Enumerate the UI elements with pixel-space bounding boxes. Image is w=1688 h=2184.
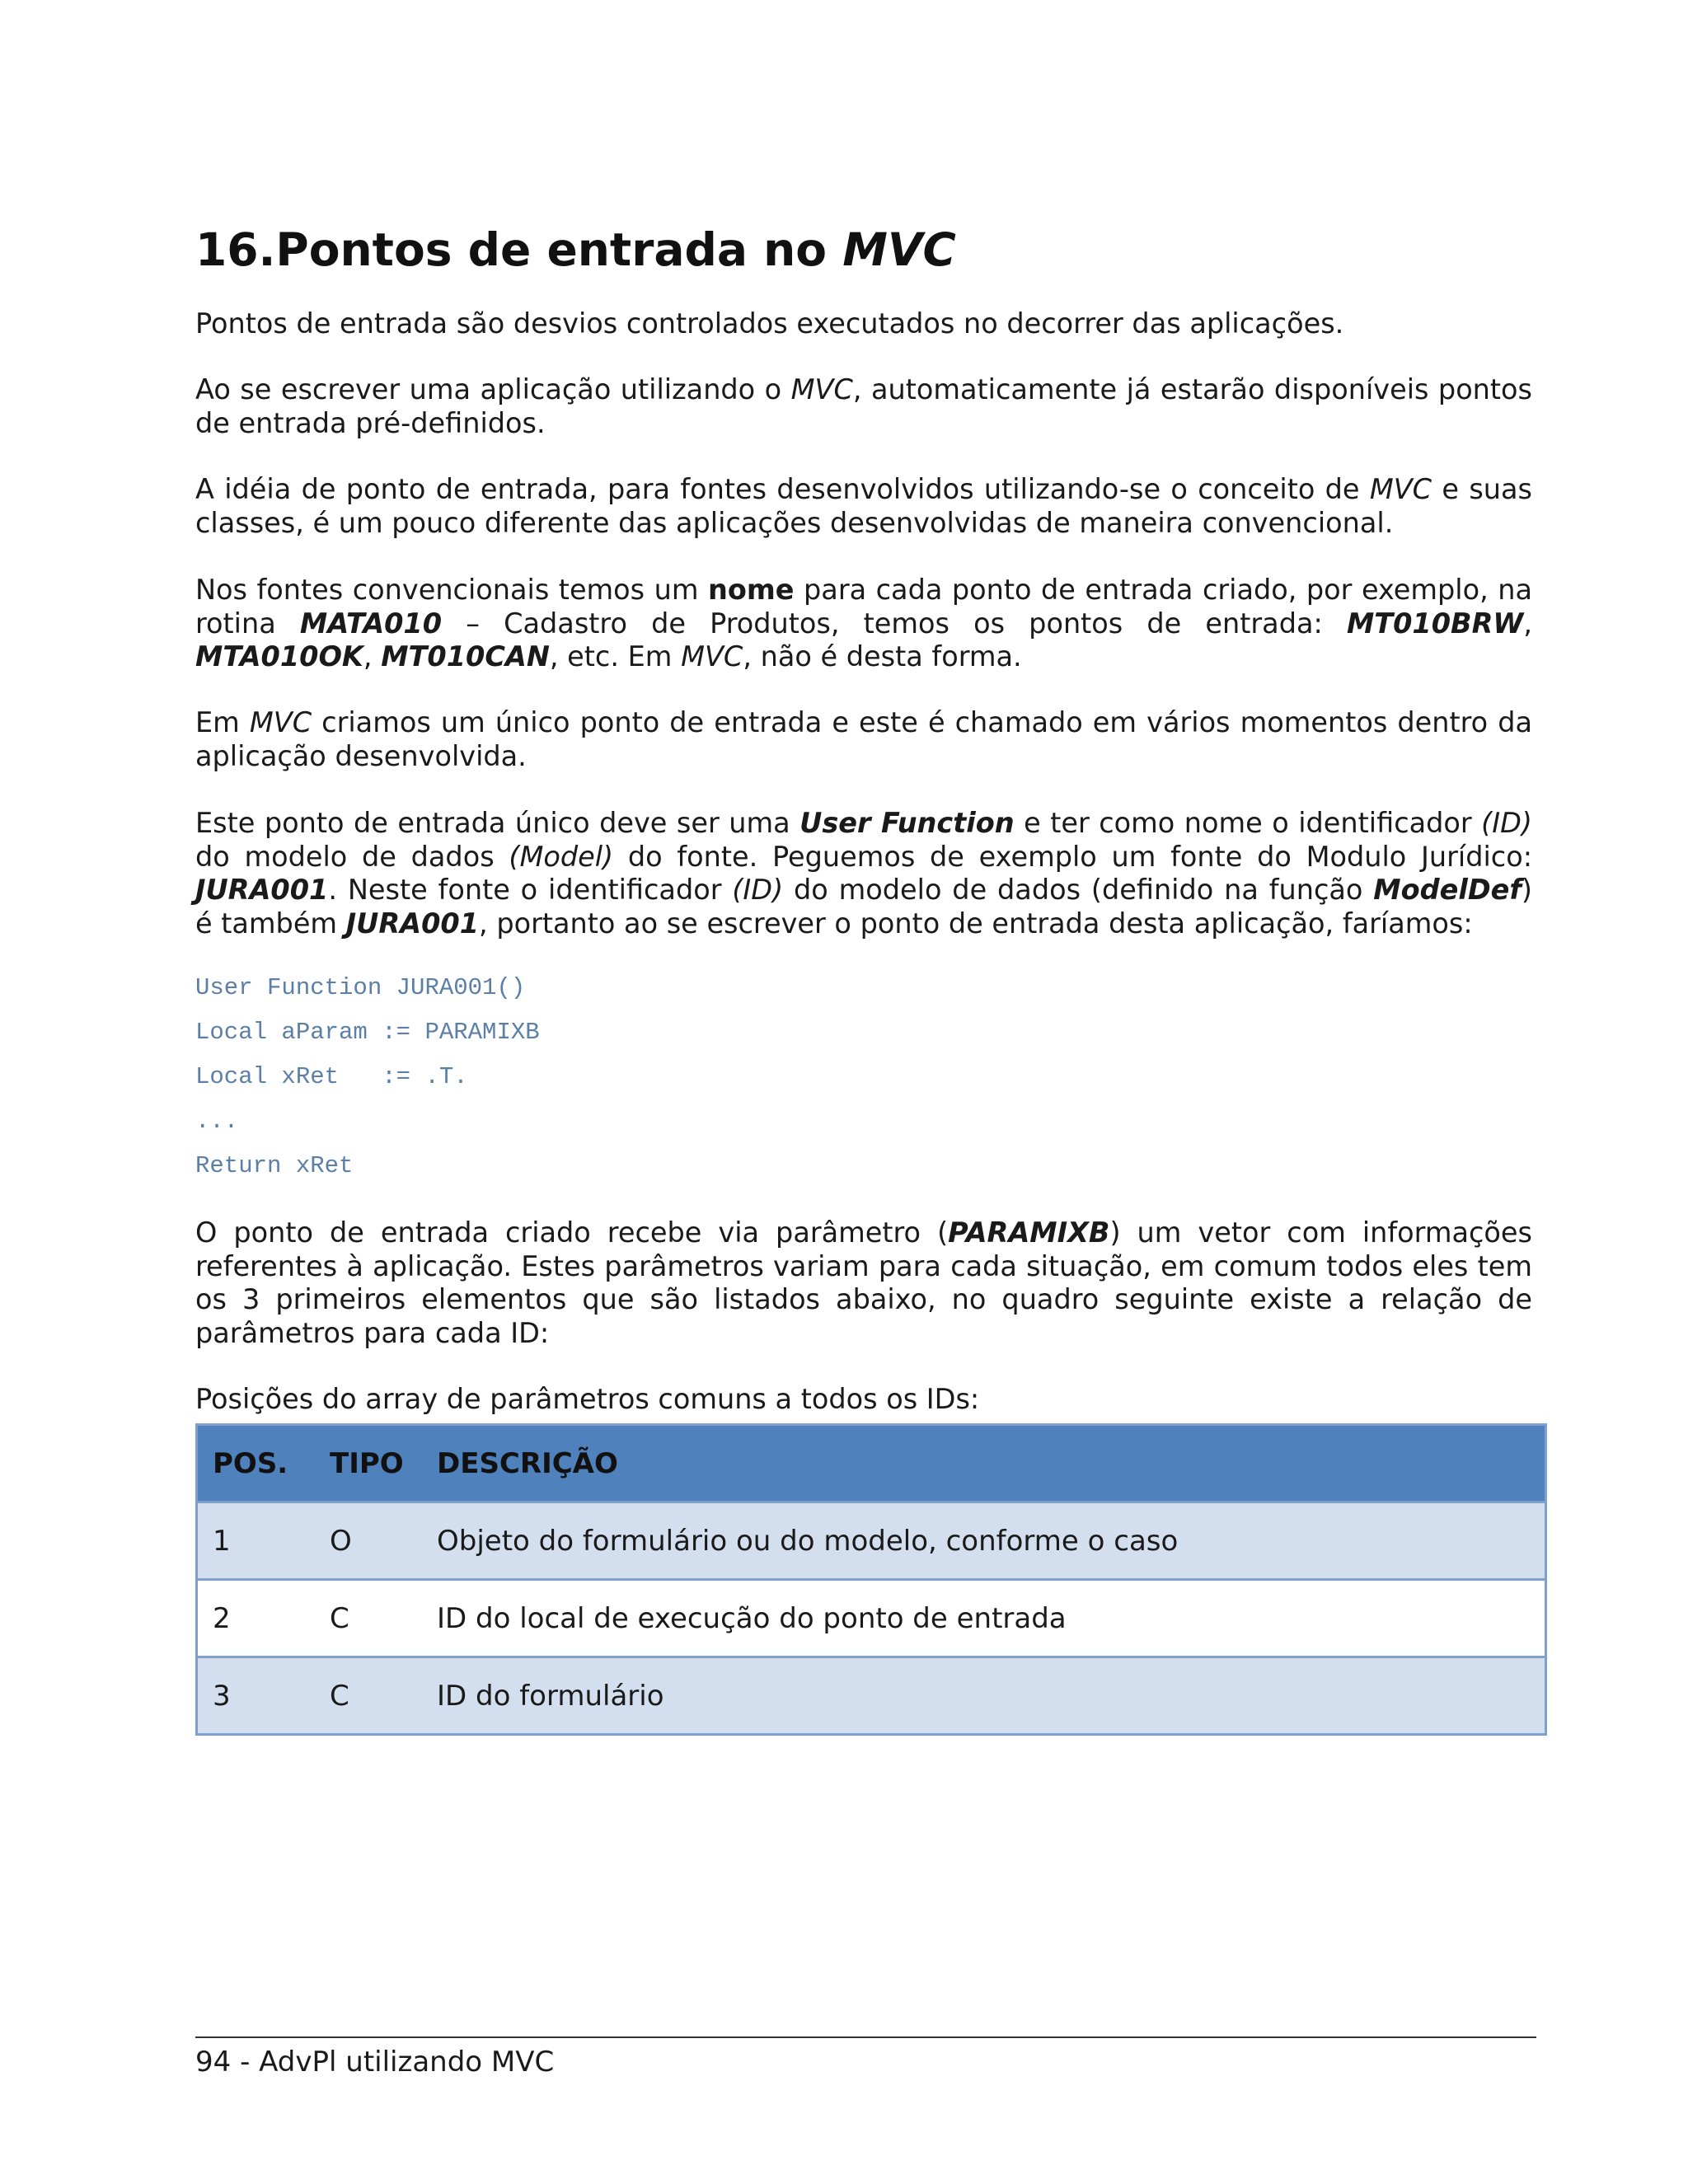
text-run-italic: MVC	[249, 706, 312, 738]
text-run: . Neste fonte o identificador	[328, 874, 733, 906]
text-run: Nos fontes convencionais temos um	[195, 574, 709, 606]
text-run: ,	[363, 640, 382, 673]
cell-tipo: C	[315, 1580, 422, 1657]
page-footer: 94 - AdvPl utilizando MVC	[195, 2046, 555, 2079]
text-run: para cada ponto de entrada criado, por exemplo, na rotina	[195, 574, 1532, 640]
cell-descricao: Objeto do formulário ou do modelo, conforme o caso	[422, 1502, 1546, 1580]
paragraph-user-function	[195, 807, 1532, 940]
text-run: , portanto ao se escrever o ponto de entrada desta aplicação, faríamos:	[479, 907, 1473, 940]
text-run-bold-italic: ModelDef	[1373, 874, 1522, 906]
text-run: ) é também	[195, 874, 1532, 940]
text-run: e ter como nome o identificador	[1014, 807, 1482, 839]
paragraph-table-caption	[195, 1383, 1532, 1417]
text-run-bold-italic: PARAMIXB	[948, 1216, 1110, 1249]
footer-divider	[195, 2036, 1536, 2038]
code-line: User Function JURA001()	[195, 974, 526, 1001]
text-run: Este ponto de entrada único deve ser uma	[195, 807, 800, 839]
text-run: A idéia de ponto de entrada, para fontes desenvolvidos utilizando-se o conceito de	[195, 473, 1370, 505]
table-caption-text: Posições do array de parâmetros comuns a todos os IDs:	[195, 1383, 980, 1415]
text-run-bold-italic: JURA001	[345, 907, 480, 940]
heading-number-text: 16.Pontos de entrada no	[195, 223, 843, 276]
text-run: ,	[1523, 607, 1532, 640]
cell-pos: 1	[197, 1502, 316, 1580]
text-run-italic: (Model)	[509, 840, 614, 873]
text-run: e suas classes, é um pouco diferente das aplicações desenvolvidas de maneira convencional.	[195, 473, 1533, 539]
table-header-row	[197, 1425, 1546, 1502]
cell-pos: 2	[197, 1580, 316, 1657]
text-run-italic: (ID)	[1481, 807, 1532, 839]
paragraph-mvc-predefined	[195, 373, 1532, 440]
text-run: criamos um único ponto de entrada e este é chamado em vários momentos dentro da aplicação desenvolvida.	[195, 706, 1532, 772]
cell-descricao: ID do local de execução do ponto de entrada	[422, 1580, 1546, 1657]
code-line: Local aParam := PARAMIXB	[195, 1019, 540, 1046]
text-run: O ponto de entrada criado recebe via parâmetro (	[195, 1216, 949, 1249]
text-run: , automaticamente já estarão disponíveis pontos de entrada pré-definidos.	[195, 373, 1533, 439]
text-run-bold-italic: MT010BRW	[1346, 607, 1524, 640]
paragraph-single-entry	[195, 706, 1532, 773]
text-run: ) um vetor com informações referentes à aplicação. Estes parâmetros variam para cada situação, em comum todos eles tem os 3 primeiros elementos que são listados abaixo, no quadro seguinte existe a relação de parâmetros para cada ID:	[195, 1216, 1532, 1349]
paragraph-intro-text: Pontos de entrada são desvios controlados executados no decorrer das aplicações.	[195, 307, 1344, 340]
code-line: Local xRet := .T.	[195, 1063, 468, 1090]
paragraph-idea	[195, 473, 1532, 540]
cell-descricao: ID do formulário	[422, 1657, 1546, 1735]
table-row	[197, 1657, 1546, 1735]
header-tipo: TIPO	[315, 1425, 422, 1502]
cell-tipo: C	[315, 1657, 422, 1735]
cell-pos: 3	[197, 1657, 316, 1735]
text-run-bold-italic: User Function	[799, 807, 1015, 839]
text-run-bold: nome	[708, 574, 795, 606]
text-run: , não é desta forma.	[743, 640, 1022, 673]
code-line: ...	[195, 1108, 239, 1135]
cell-tipo: O	[315, 1502, 422, 1580]
document-page	[195, 0, 1532, 2184]
code-block	[195, 966, 540, 1188]
section-heading	[195, 221, 956, 279]
text-run: do fonte. Peguemos de exemplo um fonte do Modulo Jurídico:	[613, 840, 1533, 873]
text-run-bold-italic: MTA010OK	[195, 640, 363, 673]
text-run: – Cadastro de Produtos, temos os pontos de entrada:	[442, 607, 1347, 640]
paragraph-paramixb	[195, 1216, 1532, 1350]
text-run-bold-italic: MT010CAN	[381, 640, 550, 673]
text-run-italic: MVC	[1369, 473, 1432, 505]
table-row	[197, 1502, 1546, 1580]
header-descricao: DESCRIÇÃO	[422, 1425, 1546, 1502]
text-run-italic: MVC	[790, 373, 853, 405]
text-run-italic: (ID)	[732, 874, 784, 906]
text-run: Ao se escrever uma aplicação utilizando o	[195, 373, 791, 405]
text-run: do modelo de dados (definido na função	[783, 874, 1374, 906]
text-run: , etc. Em	[549, 640, 682, 673]
text-run: do modelo de dados	[195, 840, 509, 873]
header-pos: POS.	[197, 1425, 316, 1502]
parameters-table	[195, 1423, 1547, 1736]
heading-italic-text: MVC	[842, 223, 956, 276]
code-line: Return xRet	[195, 1152, 354, 1179]
text-run-bold-italic: JURA001	[195, 874, 329, 906]
text-run-bold-italic: MATA010	[299, 607, 443, 640]
text-run-italic: MVC	[681, 640, 743, 673]
table-row	[197, 1580, 1546, 1657]
paragraph-conventional	[195, 574, 1532, 674]
text-run: Em	[195, 706, 250, 738]
paragraph-intro	[195, 307, 1532, 341]
